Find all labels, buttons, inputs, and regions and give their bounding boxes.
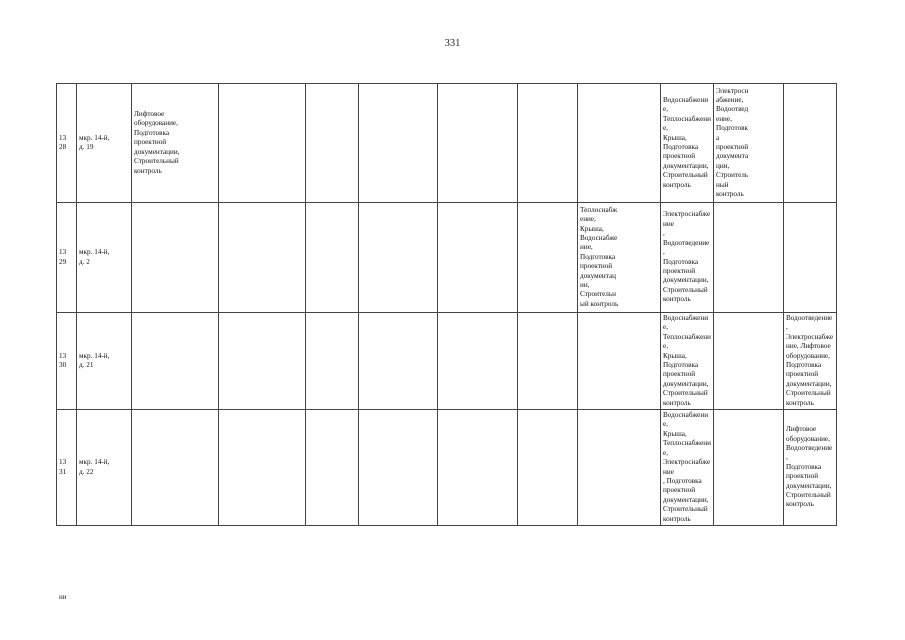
row-number: 13 30 <box>57 313 77 410</box>
address-cell: мкр. 14-й, д. 21 <box>77 313 132 410</box>
work-cell <box>578 84 661 203</box>
work-cell <box>132 313 219 410</box>
work-cell <box>714 410 784 526</box>
work-cell <box>578 410 661 526</box>
address-cell: мкр. 14-й, д. 22 <box>77 410 132 526</box>
work-cell: Лифтовое оборудование, Подготовка проектной документации, Строительный контроль <box>132 84 219 203</box>
table-row <box>57 84 837 203</box>
row-number: 13 31 <box>57 410 77 526</box>
work-cell: Водоснабжение, Крыша, Теплоснабжение, Электроснабжение , Подготовка проектной документации, Строительный контроль <box>661 410 714 526</box>
row-number: 13 29 <box>57 203 77 313</box>
work-cell <box>438 203 518 313</box>
work-cell <box>219 313 306 410</box>
work-cell <box>359 313 438 410</box>
capital-repair-table <box>56 83 837 526</box>
row-number: 13 28 <box>57 84 77 203</box>
work-cell <box>306 84 359 203</box>
work-cell <box>359 203 438 313</box>
work-cell <box>132 203 219 313</box>
work-cell <box>714 313 784 410</box>
footer-mark: ии <box>59 593 67 601</box>
work-cell <box>438 84 518 203</box>
address-cell: мкр. 14-й, д. 19 <box>77 84 132 203</box>
work-cell <box>578 313 661 410</box>
table-row <box>57 313 837 410</box>
address-cell: мкр. 14-й, д. 2 <box>77 203 132 313</box>
table-row <box>57 410 837 526</box>
work-cell <box>518 313 578 410</box>
work-cell <box>306 313 359 410</box>
work-cell: Электросн абжение, Водоотвед ение, Подготовк а проектной документа ции, Строитель ный контроль <box>714 84 784 203</box>
work-cell <box>359 84 438 203</box>
work-cell: Водоснабжение, Теплоснабжение, Крыша, Подготовка проектной документации, Строительный контроль <box>661 84 714 203</box>
work-cell <box>132 410 219 526</box>
work-cell <box>219 410 306 526</box>
work-cell <box>306 203 359 313</box>
work-cell: Лифтовое оборудование, Водоотведение, Подготовка проектной документации, Строительный контроль <box>784 410 837 526</box>
work-cell <box>784 84 837 203</box>
work-cell <box>784 203 837 313</box>
work-cell <box>219 84 306 203</box>
work-cell <box>518 410 578 526</box>
work-cell <box>438 313 518 410</box>
work-cell <box>518 84 578 203</box>
work-cell: Теплоснабж ение, Крыша, Водоснабже ние, Подготовка проектной документац ии, Строительн ый контроль <box>578 203 661 313</box>
work-cell: Электроснабжение , Водоотведение, Подготовка проектной документации, Строительный контроль <box>661 203 714 313</box>
table-row <box>57 203 837 313</box>
page-number: 331 <box>444 38 461 49</box>
work-cell: Водоснабжение, Теплоснабжение, Крыша, Подготовка проектной документации, Строительный контроль <box>661 313 714 410</box>
work-cell <box>518 203 578 313</box>
work-cell: Водоотведение, Электроснабже ние, Лифтовое оборудование, Подготовка проектной документации, Строительный контроль <box>784 313 837 410</box>
work-cell <box>306 410 359 526</box>
work-cell <box>714 203 784 313</box>
work-cell <box>219 203 306 313</box>
work-cell <box>438 410 518 526</box>
work-cell <box>359 410 438 526</box>
